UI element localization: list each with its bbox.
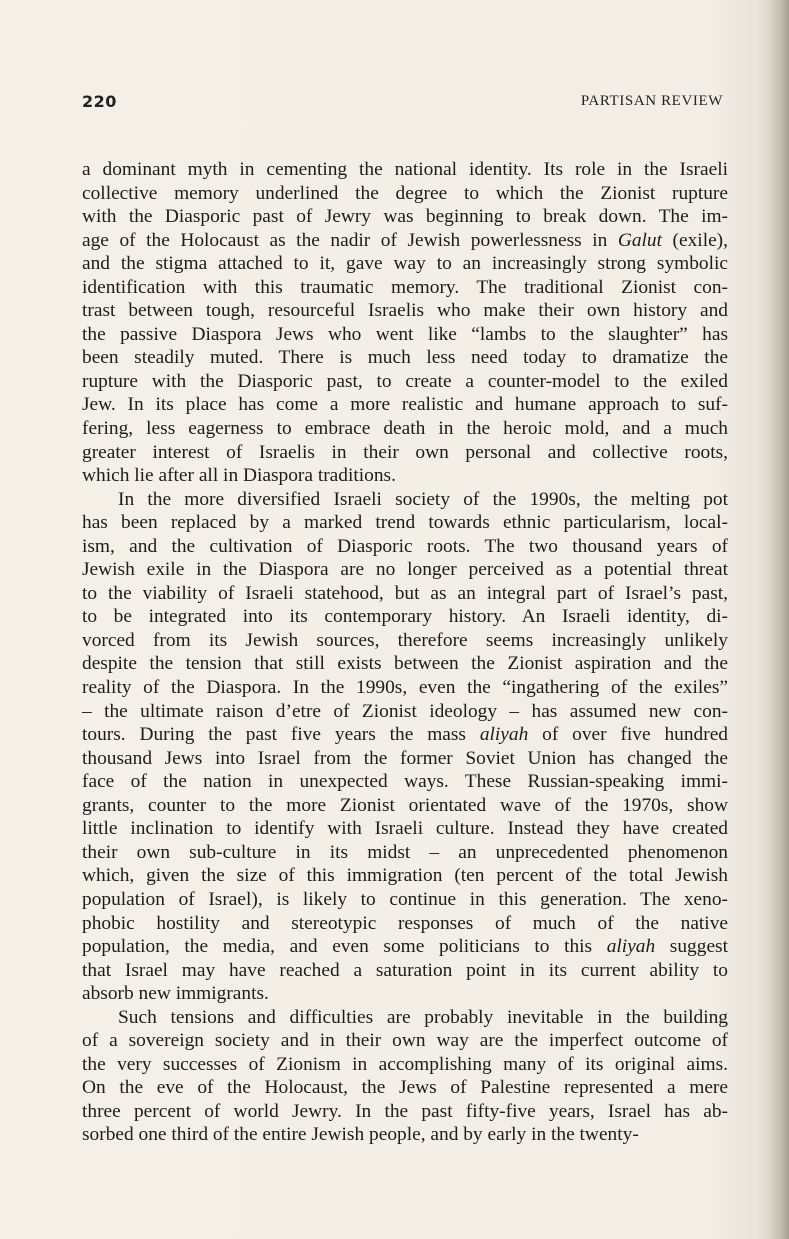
text-line: fering, less eagerness to embrace death in the heroic mold, and a much [82, 418, 728, 440]
page-number: 220 [82, 92, 117, 111]
text-line [82, 723, 728, 747]
text-line: identification with this traumatic memory. The traditional Zionist con- [82, 276, 728, 298]
text-line: their own sub-culture in its midst – an unprecedented phenomenon [82, 841, 728, 863]
body-text [82, 158, 728, 1147]
page-header [82, 92, 723, 116]
running-head: PARTISAN REVIEW [580, 93, 723, 109]
text-line: absorb new immigrants. [82, 983, 269, 1005]
text-line: that Israel may have reached a saturation point in its current ability to [82, 959, 728, 981]
text-line: phobic hostility and stereotypic responses of much of the native [82, 912, 728, 934]
italic-term: aliyah [479, 724, 529, 746]
paragraph [82, 158, 728, 488]
text-line: grants, counter to the more Zionist orientated wave of the 1970s, show [82, 794, 728, 816]
spine-shadow [767, 0, 789, 1239]
text-line: vorced from its Jewish sources, therefore seems increasingly unlikely [82, 629, 728, 651]
text-line: has been replaced by a marked trend towards ethnic particularism, local- [82, 512, 728, 534]
text-line: the very successes of Zionism in accomplishing many of its original aims. [82, 1053, 728, 1075]
text-line: collective memory underlined the degree to which the Zionist rupture [82, 182, 728, 204]
text-line: with the Diasporic past of Jewry was beginning to break down. The im- [82, 206, 728, 228]
text-line: to be integrated into its contemporary history. An Israeli identity, di- [82, 606, 728, 628]
text-line: the passive Diaspora Jews who went like “lambs to the slaughter” has [82, 323, 728, 345]
text-line: face of the nation in unexpected ways. These Russian-speaking immi- [82, 771, 728, 793]
text-line: Jewish exile in the Diaspora are no longer perceived as a potential threat [82, 559, 728, 581]
text-line: On the eve of the Holocaust, the Jews of Palestine represented a mere [82, 1077, 728, 1099]
text-line: trast between tough, resourceful Israelis who make their own history and [82, 300, 728, 322]
text-segment: population, the media, and even some politicians to this [82, 936, 607, 958]
text-line: sorbed one third of the entire Jewish people, and by early in the twenty- [82, 1124, 639, 1146]
text-line: ism, and the cultivation of Diasporic roots. The two thousand years of [82, 535, 728, 557]
text-line: thousand Jews into Israel from the former Soviet Union has changed the [82, 747, 728, 769]
text-line: of a sovereign society and in their own way are the imperfect outcome of [82, 1030, 728, 1052]
text-line: In the more diversified Israeli society of the 1990s, the melting pot [118, 488, 728, 510]
text-line [82, 935, 728, 959]
paragraph [82, 1006, 728, 1147]
text-line: rupture with the Diasporic past, to create a counter-model to the exiled [82, 370, 728, 392]
paragraph [82, 488, 728, 1006]
text-line: Such tensions and difficulties are probably inevitable in the building [118, 1006, 728, 1028]
text-line: reality of the Diaspora. In the 1990s, even the “ingathering of the exiles” [82, 677, 728, 699]
text-line: – the ultimate raison d’etre of Zionist ideology – has assumed new con- [82, 700, 728, 722]
text-segment: of over five hundred [528, 724, 728, 746]
text-line: population of Israel), is likely to continue in this generation. The xeno- [82, 888, 728, 910]
text-segment: age of the Holocaust as the nadir of Jewish powerlessness in [82, 229, 618, 251]
italic-term: Galut [617, 229, 663, 251]
text-line: three percent of world Jewry. In the past fifty-five years, Israel has ab- [82, 1100, 728, 1122]
text-line: greater interest of Israelis in their own personal and collective roots, [82, 441, 728, 463]
text-segment: (exile), [662, 229, 728, 251]
text-line: and the stigma attached to it, gave way to an increasingly strong symbolic [82, 253, 728, 275]
text-line: Jew. In its place has come a more realistic and humane approach to suf- [82, 394, 728, 416]
text-line: little inclination to identify with Israeli culture. Instead they have created [82, 818, 728, 840]
text-line: which lie after all in Diaspora traditions. [82, 465, 396, 487]
text-line: which, given the size of this immigration (ten percent of the total Jewish [82, 865, 728, 887]
text-segment: suggest [655, 936, 728, 958]
italic-term: aliyah [606, 936, 656, 958]
text-segment: tours. During the past five years the mass [82, 724, 480, 746]
text-line: despite the tension that still exists between the Zionist aspiration and the [82, 653, 728, 675]
text-line: to the viability of Israeli statehood, but as an integral part of Israel’s past, [82, 582, 728, 604]
text-line [82, 229, 728, 253]
text-line: been steadily muted. There is much less need today to dramatize the [82, 347, 728, 369]
text-line: a dominant myth in cementing the national identity. Its role in the Israeli [82, 159, 728, 180]
